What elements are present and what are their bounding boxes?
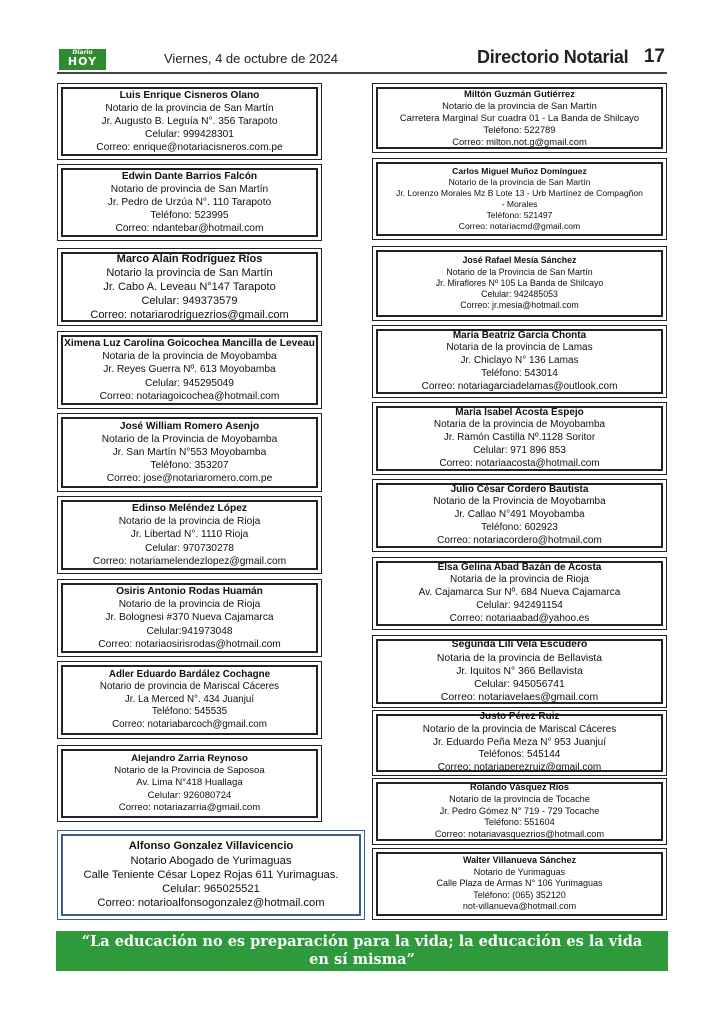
notary-name: Rolando Vásquez Ríos	[469, 782, 570, 793]
notary-detail: Notario de Yurimaguas	[473, 866, 566, 877]
notary-card	[57, 164, 322, 241]
notary-detail: Notario de la provincia de Mariscal Cáceres	[422, 723, 617, 735]
notary-card	[372, 479, 667, 552]
notary-detail: Notario de la provincia de San Martín	[448, 177, 591, 187]
notary-name: José William Romero Asenjo	[119, 420, 260, 432]
notary-name: Segunda Lili Vela Escudero	[451, 639, 588, 651]
notary-detail: Notario de provincia de Mariscal Cáceres	[99, 681, 280, 693]
notary-detail: Jr. Chiclayo N° 136 Lamas	[460, 355, 579, 367]
notary-detail: Correo: notariaabad@yahoo.es	[449, 612, 590, 624]
section-title: Directorio Notarial	[477, 47, 629, 67]
notary-detail: - Morales	[501, 199, 538, 209]
notary-card	[372, 635, 667, 708]
notary-detail: Notario de la provincia de San Martín	[442, 99, 597, 111]
notary-detail: Notario de provincia de San Martín	[110, 183, 269, 195]
notary-detail: Correo: notariavasquezrios@hotmail.com	[434, 829, 605, 840]
notary-detail: Av. Lima N°418 Huallaga	[136, 777, 243, 789]
notary-detail: Teléfono: (065) 352120	[473, 889, 566, 900]
notary-name: Justo Pérez Ruiz	[479, 711, 560, 723]
notary-detail: Jr. Pedro Gómez N° 719 - 729 Tocache	[439, 805, 600, 816]
notary-detail: Calle Plaza de Armas N° 106 Yurimaguas	[436, 878, 603, 889]
notary-detail: Jr. La Merced N°. 434 Juanjuí	[124, 693, 255, 705]
quote-banner: “La educación no es preparación para la vida; la educación es la vida en sí misma”	[56, 931, 668, 971]
notary-card	[57, 661, 322, 739]
notary-detail: Jr. Bolognesi #370 Nueva Cajamarca	[105, 612, 274, 624]
notary-detail: Notario de la provincia de San Martín	[105, 102, 274, 114]
notary-card	[372, 325, 667, 398]
notary-name: Miltón Guzmán Gutiérrez	[464, 87, 575, 99]
notary-detail: Celular:941973048	[146, 625, 233, 637]
notary-detail: Teléfono: 543014	[481, 367, 558, 379]
notary-detail: Notario de la Provincia de Moyobamba	[433, 496, 606, 508]
notary-name: Alfonso Gonzalez Villavicencio	[128, 840, 294, 853]
notary-name: José Rafael Mesía Sánchez	[462, 255, 577, 266]
notary-detail: Correo: notarioalfonsogonzalez@hotmail.com	[97, 897, 325, 910]
notary-detail: Correo: notariarodriguezrios@gmail.com	[90, 309, 289, 322]
notary-detail: Celular: 999428301	[145, 129, 234, 141]
notary-name: Alejandro Zarria Reynoso	[131, 752, 248, 764]
notary-detail: Jr. Pedro de Urzúa N°. 110 Tarapoto	[107, 196, 272, 208]
notary-detail: Notario de la provincia de Tocache	[449, 793, 590, 804]
notary-detail: Celular: 942491154	[476, 599, 563, 611]
notary-detail: Correo: notariaperezruiz@gmail.com	[437, 762, 602, 774]
notary-detail: Calle Teniente César Lopez Rojas 611 Yurimaguas.	[83, 868, 339, 881]
notary-card	[372, 83, 667, 153]
notary-detail: Correo: notariabarcoch@gmail.com	[112, 718, 267, 730]
header-divider	[57, 72, 667, 74]
notary-detail: Correo: jr.mesia@hotmail.com	[460, 300, 579, 311]
notary-card	[57, 745, 322, 822]
notary-detail: Correo: notariavelaes@gmail.com	[440, 692, 599, 704]
notary-name: Carlos Miguel Muñoz Domínguez	[452, 166, 587, 176]
notary-name: Luis Enrique Cisneros Olano	[119, 89, 260, 101]
notary-detail: Teléfonos: 545144	[478, 749, 561, 761]
notary-detail: Notario de la provincia de Rioja	[118, 599, 261, 611]
notary-name: María Beatríz García Chonta	[452, 329, 587, 341]
newspaper-logo	[59, 49, 106, 70]
notary-detail: Teléfono: 522789	[483, 124, 556, 136]
notary-card	[57, 496, 322, 574]
notary-name: Marco Alain Rodríguez Ríos	[116, 252, 263, 265]
notary-detail: Correo: notariagarciadelamas@outlook.com	[421, 380, 618, 392]
notary-card	[372, 778, 667, 845]
notary-card	[372, 246, 667, 321]
page-header	[57, 46, 667, 72]
notary-detail: Jr. Eduardo Peña Meza N° 953 Juanjuí	[433, 736, 606, 748]
notary-detail: Correo: notariaacosta@hotmail.com	[439, 457, 600, 469]
notary-detail: Jr. Augusto B. Leguía N°. 356 Tarapoto	[101, 115, 278, 127]
notary-detail: Correo: notariamelendezlopez@gmail.com	[92, 555, 287, 567]
notary-detail: Notaria de la provincia de Lamas	[446, 342, 593, 354]
notary-detail: Notario de la provincia de Rioja	[118, 516, 261, 528]
notary-detail: Correo: notariagoicochea@hotmail.com	[99, 390, 280, 402]
page-number: 17	[643, 46, 665, 67]
notary-name: Osiris Antonio Rodas Huamán	[116, 586, 263, 598]
notary-card	[372, 710, 667, 776]
notary-detail: Correo: notariaosirisrodas@hotmail.com	[98, 638, 281, 650]
notary-detail: Celular: 970730278	[145, 542, 234, 554]
notary-detail: Notario de la Provincia de San Martín	[446, 266, 593, 277]
notary-card	[372, 402, 667, 475]
notary-detail: Celular: 971 896 853	[473, 444, 566, 456]
notary-name: Ximena Luz Carolina Goicochea Mancilla de Leveau	[64, 338, 315, 350]
notary-detail: Jr. Iquitos N° 366 Bellavista	[456, 665, 583, 677]
notary-detail: Celular: 942485053	[481, 289, 558, 300]
notary-detail: Teléfono: 521497	[486, 210, 553, 220]
notary-card	[57, 579, 322, 657]
notary-card	[57, 248, 322, 326]
notary-card	[57, 830, 365, 920]
notary-detail: Celular: 949373579	[141, 295, 238, 308]
notary-detail: Jr. Cabo A. Leveau N°147 Tarapoto	[103, 280, 276, 293]
notary-detail: Jr. Lorenzo Morales Mz B Lote 13 - Urb Martínez de Compagñon	[396, 188, 643, 198]
notary-card	[57, 83, 322, 160]
notary-card	[57, 331, 322, 409]
notary-detail: Jr. Miraflores Nº 105 La Banda de Shilcayo	[435, 277, 604, 288]
notary-detail: Notario la provincia de San Martín	[106, 266, 273, 279]
notary-detail: Notaria de la provincia de Moyobamba	[433, 419, 606, 431]
notary-detail: Notaria de la provincia de Bellavista	[436, 652, 603, 664]
notary-detail: Teléfono: 523995	[150, 210, 229, 222]
notary-detail: Celular: 965025521	[162, 883, 260, 896]
notary-name: María Isabel Acosta Espejo	[455, 406, 584, 418]
notary-card	[372, 848, 667, 920]
logo-top-text: Diario	[72, 49, 93, 56]
notary-name: Walter Villanueva Sánchez	[462, 855, 577, 866]
notary-detail: Teléfono: 545535	[151, 706, 228, 718]
notary-detail: Correo: milton.not.g@gmail.com	[452, 136, 587, 148]
notary-card	[372, 557, 667, 630]
notary-detail: Celular: 926080724	[147, 789, 232, 801]
notary-card	[372, 158, 667, 240]
notary-detail: Notario de la Provincia de Moyobamba	[101, 433, 278, 445]
notary-detail: Correo: jose@notariaromero.com.pe	[106, 473, 273, 485]
notary-detail: Teléfono: 353207	[150, 460, 229, 472]
notary-detail: Correo: notariazarria@gmail.com	[118, 801, 261, 813]
notary-name: Elsa Gelina Abad Bazán de Acosta	[437, 561, 602, 573]
notary-name: Edwin Dante Barrios Falcón	[121, 170, 258, 182]
notary-detail: Celular: 945056741	[474, 679, 565, 691]
notary-name: Adler Eduardo Bardález Cochagne	[108, 668, 271, 680]
notary-detail: Jr. Ramón Castilla Nº.1128 Soritor	[443, 432, 596, 444]
notary-detail: Jr. Callao N°491 Moyobamba	[454, 509, 585, 521]
notary-detail: Notaria de la provincia de Rioja	[450, 574, 589, 586]
notary-detail: Carretera Marginal Sur cuadra 01 - La Banda de Shilcayo	[399, 111, 640, 123]
notary-detail: Notario Abogado de Yurimaguas	[130, 854, 292, 867]
issue-date: Viernes, 4 de octubre de 2024	[164, 51, 338, 66]
notary-detail: Correo: enrique@notariacisneros.com.pe	[96, 142, 283, 154]
notary-name: Edinso Meléndez López	[132, 503, 247, 515]
notary-detail: Correo: notariacordero@hotmail.com	[437, 534, 602, 546]
notary-card	[57, 413, 322, 492]
notary-detail: Notaria de la provincia de Moyobamba	[102, 351, 277, 363]
notary-detail: Correo: notariacmd@gmail.com	[458, 221, 581, 231]
notary-detail: Jr. Reyes Guerra Nº. 613 Moyobamba	[103, 364, 276, 376]
notary-detail: Teléfono: 602923	[481, 521, 558, 533]
notary-detail: not-villanueva@hotmail.com	[462, 901, 577, 912]
notary-detail: Jr. San Martín N°553 Moyobamba	[112, 446, 267, 458]
notary-detail: Notario de la Provincia de Saposoa	[114, 765, 265, 777]
notary-name: Julio César Cordero Bautista	[450, 483, 589, 495]
logo-main-text: HOY	[67, 55, 98, 68]
notary-detail: Av. Cajamarca Sur Nº. 684 Nueva Cajamarca	[418, 587, 621, 599]
notary-detail: Correo: ndantebar@hotmail.com	[115, 223, 264, 235]
notary-detail: Teléfono: 551604	[484, 817, 555, 828]
notary-detail: Celular: 945295049	[145, 377, 234, 389]
notary-detail: Jr. Libertad N°. 1110 Rioja	[130, 529, 249, 541]
